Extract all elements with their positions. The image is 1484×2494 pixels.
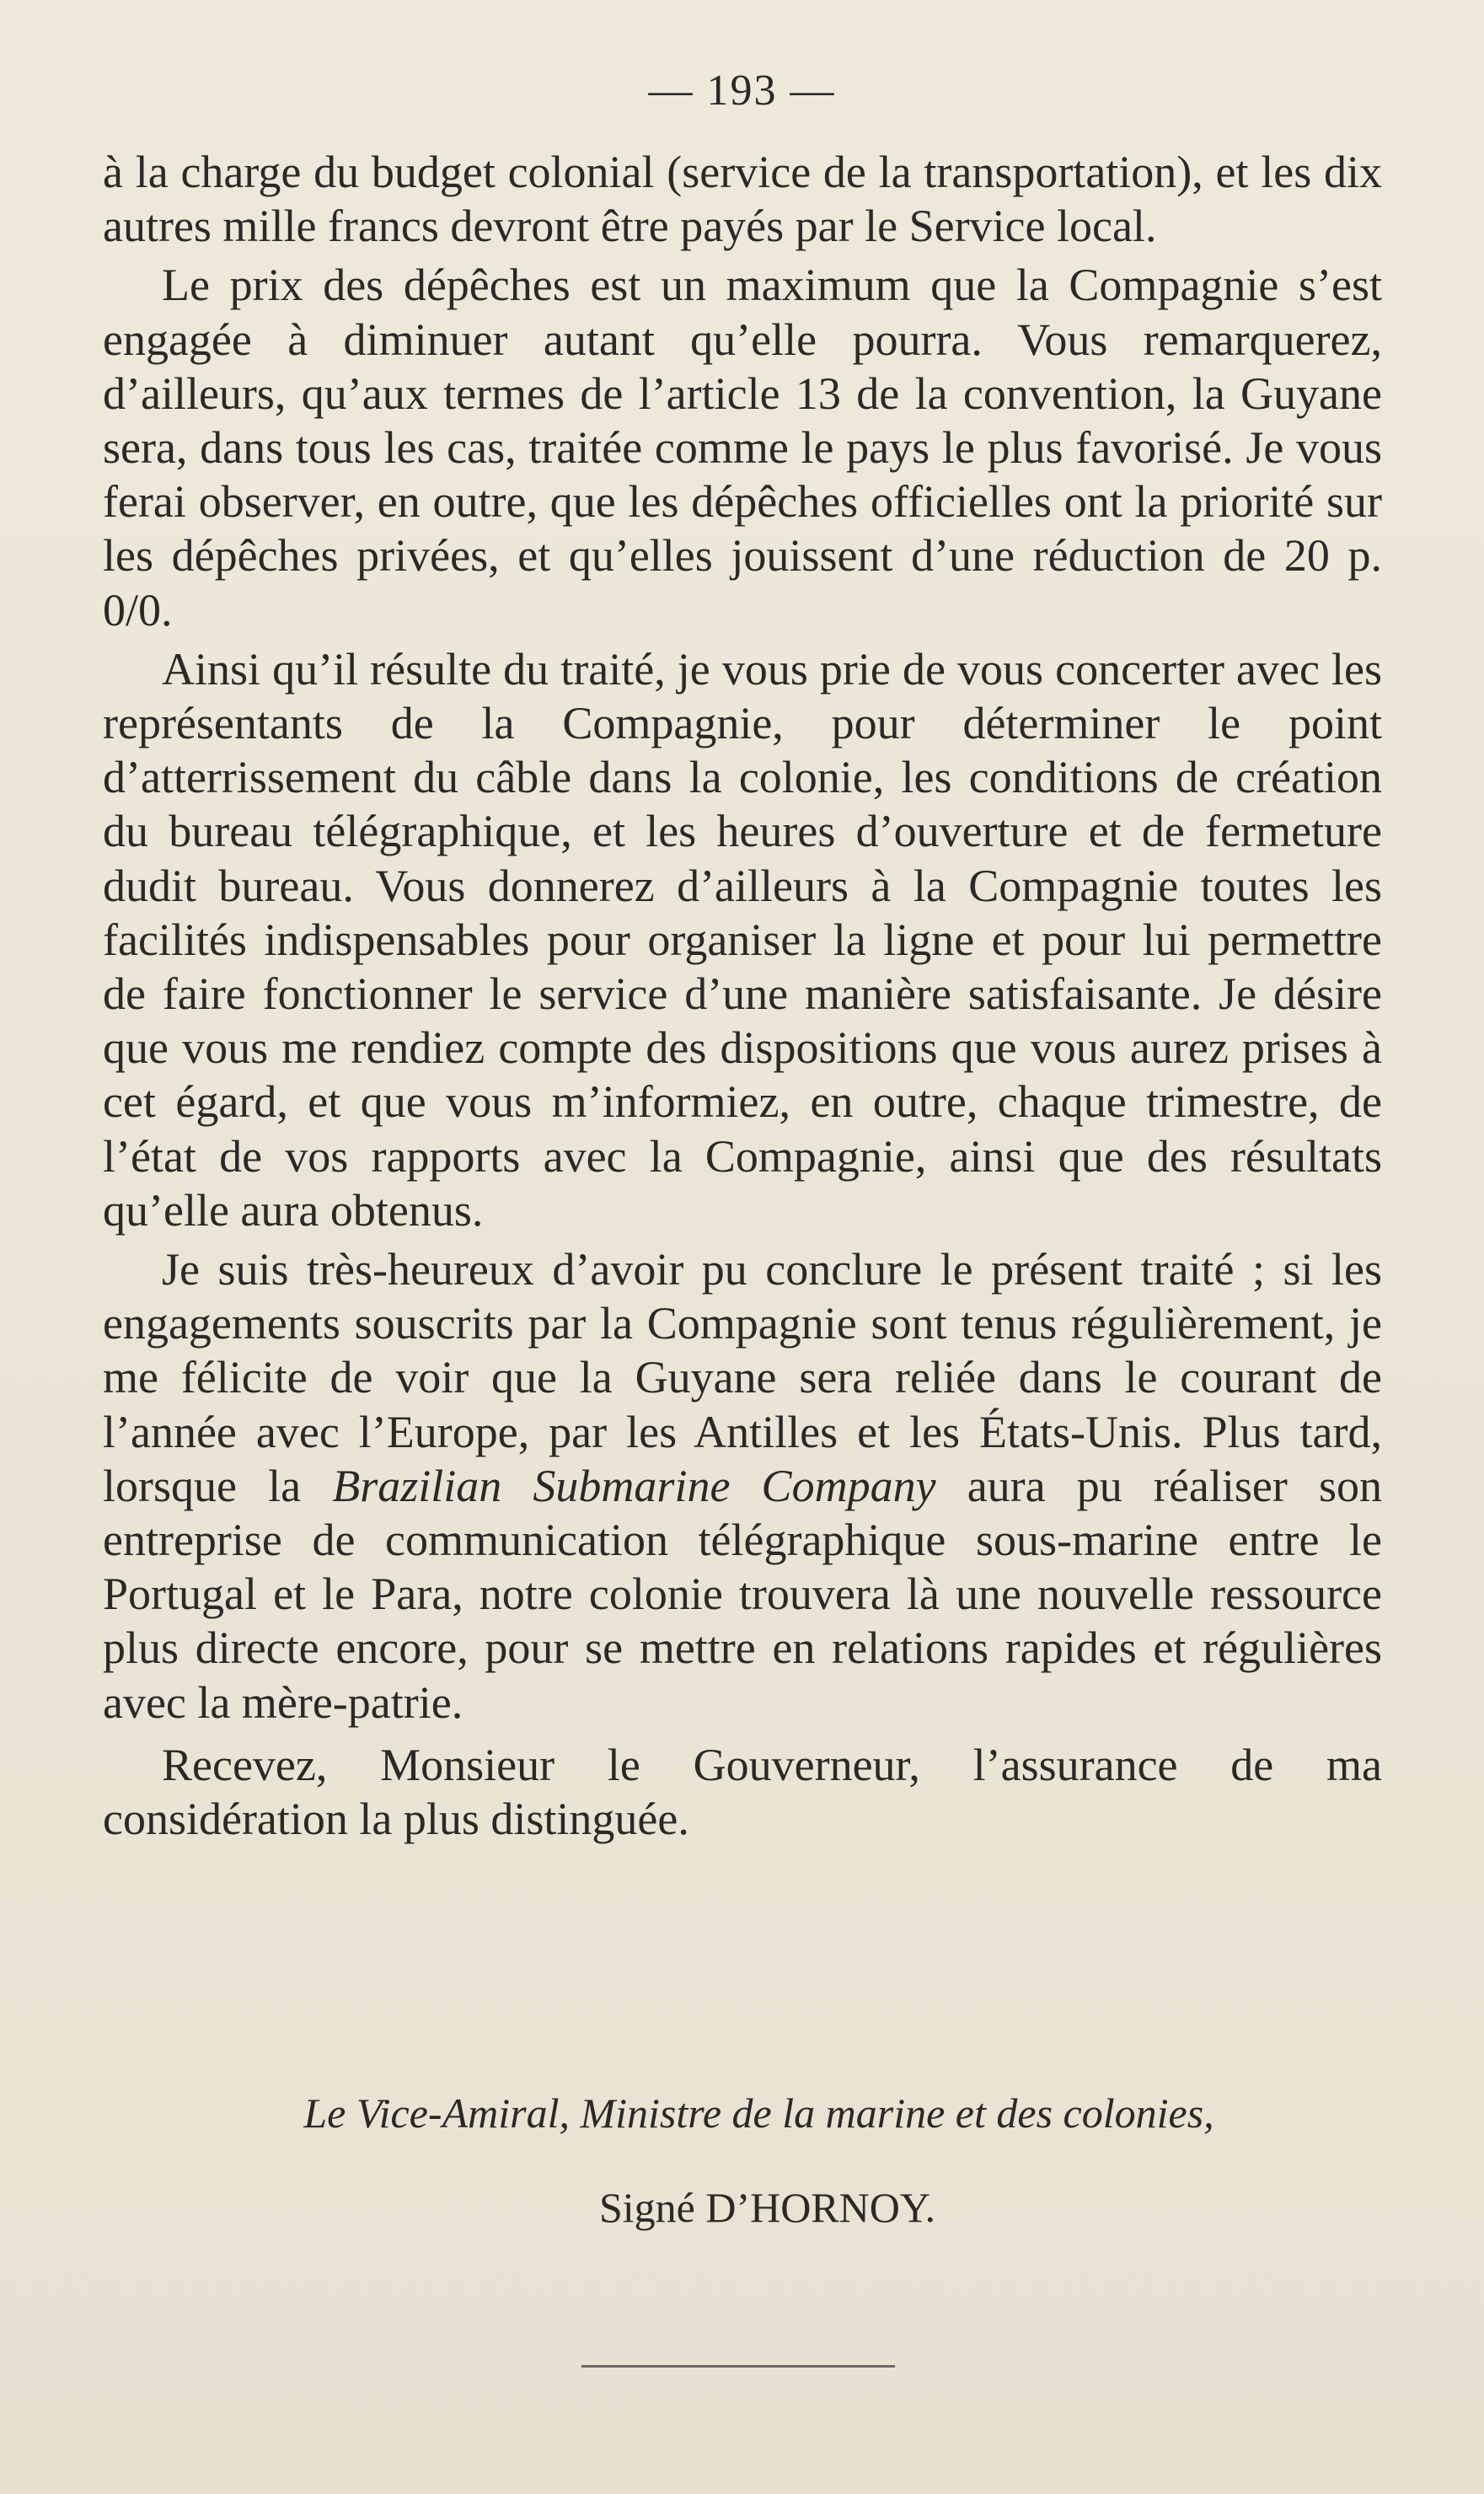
paragraph-2: Le prix des dépêches est un maximum que la Compagnie s’est engagée à diminuer autant qu’elle pourra. Vous remarquerez, d’ailleurs, qu’aux termes de l’article 13 de la convention, la Guyane sera, dans tous les cas, traitée comme le pays le plus favorisé. Je vous ferai observer, en outre, que les dépêches officielles ont la priorité sur les dépêches privées, et qu’elles jouissent d’une réduction de 20 p. 0/0. xyxy=(103,260,1382,636)
paragraph-4 xyxy=(103,1242,1382,1730)
company-name-italic: Brazilian Submarine Company xyxy=(332,1460,936,1511)
signature-name: Signé D’HORNOY. xyxy=(598,2184,936,2231)
paragraph-4-text-after: aura pu réaliser son entreprise de communication télégraphique sous-marine entre le Portugal et le Para, notre colonie trouvera là une nouvelle ressource plus directe encore, pour se mettre en relations rapides et régulières avec la mère-patrie. xyxy=(103,1460,1382,1728)
paragraph-1: à la charge du budget colonial (service de la transportation), et les dix autres mille francs devront être payés par le Service local. xyxy=(103,147,1382,252)
paragraph-5: Recevez, Monsieur le Gouverneur, l’assurance de ma considération la plus distinguée. xyxy=(103,1739,1382,1845)
page-number: — 193 — xyxy=(648,67,836,115)
body-text xyxy=(103,145,1382,1846)
paragraph-4-text-before: Je suis très-heureux d’avoir pu conclure le présent traité ; si les engagements souscrits par la Compagnie sont tenus régulièrement, je me félicite de voir que la Guyane sera reliée dans le courant de l’année avec l’Europe, par les Antilles et les États-Unis. Plus tard, lorsque la xyxy=(103,1244,1382,1511)
closing-rule xyxy=(581,2365,895,2368)
signature-title: Le Vice-Amiral, Ministre de la marine et des colonies, xyxy=(303,2089,1214,2137)
paragraph-3: Ainsi qu’il résulte du traité, je vous prie de vous concerter avec les représentants de la Compagnie, pour déterminer le point d’atterrissement du câble dans la colonie, les conditions de création du bureau télégraphique, et les heures d’ouverture et de fermeture dudit bureau. Vous donnerez d’ailleurs à la Compagnie toutes les facilités indispensables pour organiser la ligne et pour lui permettre de faire fonctionner le service d’une manière satisfaisante. Je désire que vous me rendiez compte des dispositions que vous aurez prises à cet égard, et que vous m’informiez, en outre, chaque trimestre, de l’état de vos rapports avec la Compagnie, ainsi que des résultats qu’elle aura obtenus. xyxy=(103,643,1382,1236)
